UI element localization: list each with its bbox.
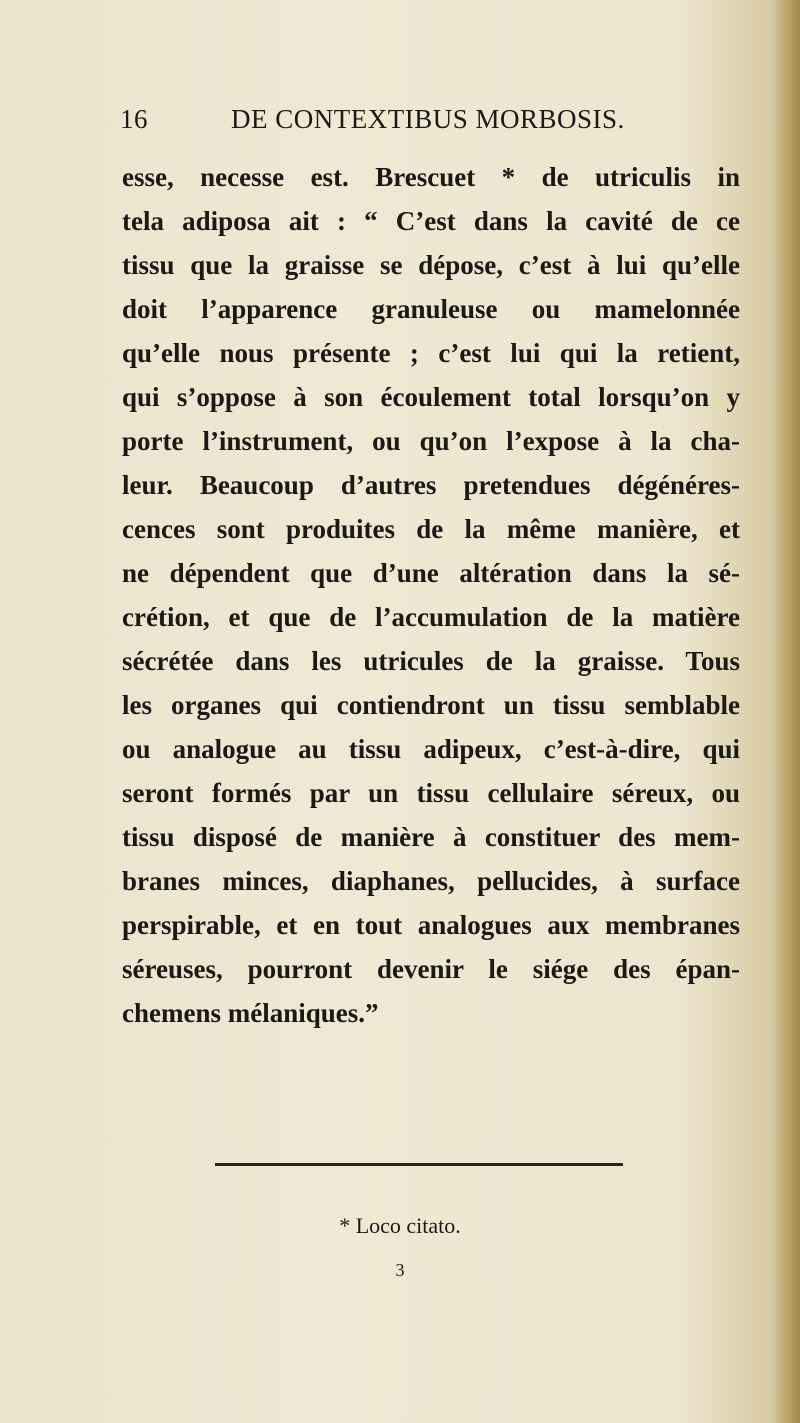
running-title: DE CONTEXTIBUS MORBOSIS.	[231, 104, 625, 134]
text-line: cences sont produites de la même manière, et	[122, 514, 740, 544]
text-line: tissu que la graisse se dépose, c’est à lui qu’elle	[122, 250, 740, 280]
text-line: qu’elle nous présente ; c’est lui qui la retient,	[122, 338, 740, 368]
page-edge-stain	[774, 0, 800, 1423]
text-line: doit l’apparence granuleuse ou mamelonnée	[122, 294, 740, 324]
signature-mark: 3	[395, 1260, 405, 1280]
body-text	[122, 155, 740, 1035]
text-line: esse, necesse est. Brescuet * de utriculis in	[122, 162, 740, 192]
footnote-rule	[215, 1163, 623, 1166]
text-line: tela adiposa ait : “ C’est dans la cavité de ce	[122, 206, 740, 236]
text-line: crétion, et que de l’accumulation de la matière	[122, 602, 740, 632]
text-line: ou analogue au tissu adipeux, c’est-à-dire, qui	[122, 734, 740, 764]
text-line: perspirable, et en tout analogues aux membranes	[122, 910, 740, 940]
text-line: leur. Beaucoup d’autres pretendues dégénéres-	[122, 470, 740, 500]
page-number: 16	[120, 104, 148, 134]
text-line: ne dépendent que d’une altération dans la sé-	[122, 558, 740, 588]
text-line: chemens mélaniques.”	[122, 998, 379, 1028]
text-line: tissu disposé de manière à constituer des mem-	[122, 822, 740, 852]
text-line: les organes qui contiendront un tissu semblable	[122, 690, 740, 720]
text-line: porte l’instrument, ou qu’on l’expose à la cha-	[122, 426, 740, 456]
page-header	[120, 104, 660, 136]
text-line: seront formés par un tissu cellulaire séreux, ou	[122, 778, 740, 808]
text-line: séreuses, pourront devenir le siége des épan-	[122, 954, 740, 984]
text-line: sécrétée dans les utricules de la graisse. Tous	[122, 646, 740, 676]
footnote: * Loco citato.	[339, 1213, 461, 1238]
text-line: qui s’oppose à son écoulement total lorsqu’on y	[122, 382, 740, 412]
text-line: branes minces, diaphanes, pellucides, à surface	[122, 866, 740, 896]
